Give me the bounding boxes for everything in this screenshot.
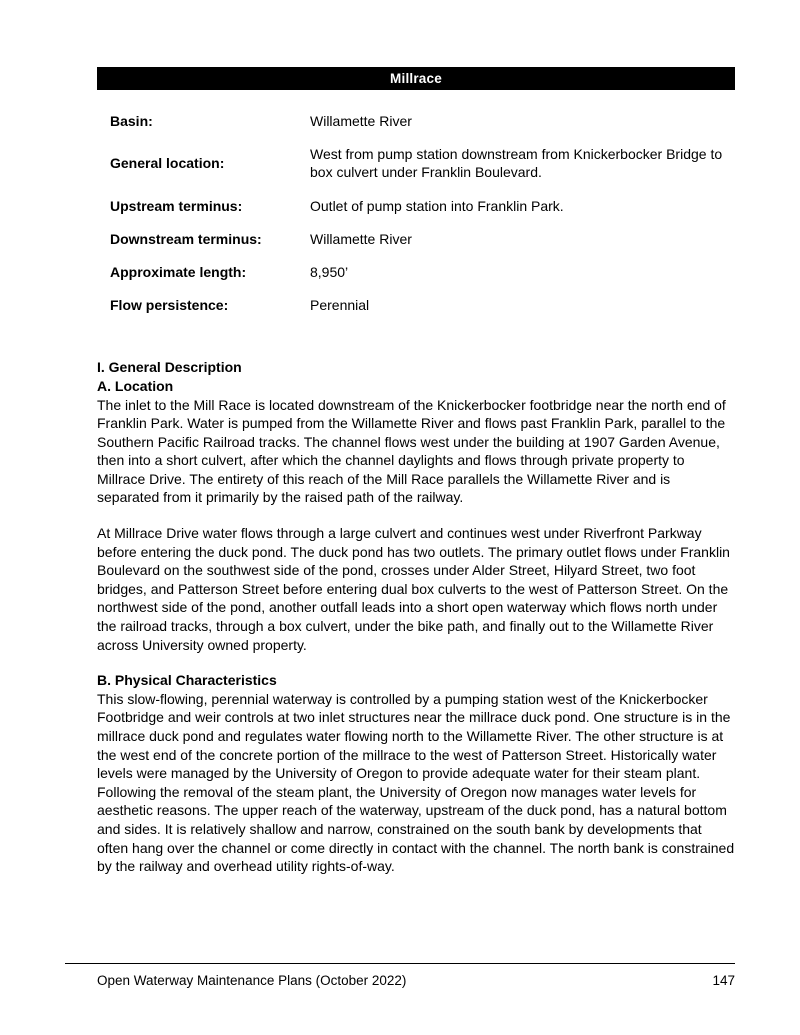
field-value-upstream-terminus: Outlet of pump station into Franklin Park. [310, 197, 564, 214]
field-value-downstream-terminus: Willamette River [310, 230, 412, 247]
field-label-general-location: General location: [110, 155, 225, 172]
field-label-upstream-terminus: Upstream terminus: [110, 197, 243, 214]
heading-general-description: I. General Description [97, 359, 242, 376]
field-label-approximate-length: Approximate length: [110, 263, 247, 280]
page-footer [65, 963, 735, 988]
field-label-basin: Basin: [110, 113, 153, 129]
footer-page-number: 147 [712, 973, 735, 988]
field-label-downstream-terminus: Downstream terminus: [110, 230, 262, 247]
section-title-bar [97, 67, 735, 90]
page-title: Millrace [390, 71, 442, 86]
field-value-basin: Willamette River [310, 113, 412, 129]
field-value-general-location: West from pump station downstream from Knickerbocker Bridge to box culvert under Franklin Boulevard. [310, 146, 723, 181]
footer-document-title: Open Waterway Maintenance Plans (October 2022) [97, 973, 407, 988]
paragraph-location-2: At Millrace Drive water flows through a large culvert and continues west under Riverfront Parkway before entering the duck pond. The duck pond has two outlets. The primary outlet flows under Franklin Boulevard on the southwest side of the pond, crosses under Alder Street, Hilyard Street, two foot bridges, and Patterson Street before entering dual box culverts to the west of Patterson Street. On the northwest side of the pond, another outfall leads into a short open waterway which flows north under the railroad tracks, through a box culvert, under the bike path, and finally out to the Willamette River across University owned property. [97, 525, 730, 653]
body-text [97, 358, 735, 875]
paragraph-physical-characteristics: This slow-flowing, perennial waterway is controlled by a pumping station west of the Knickerbocker Footbridge and weir controls at two inlet structures near the millrace duck pond. One structure is in the millrace duck pond and regulates water flowing north to the Willamette River. The other structure is at the west end of the concrete portion of the millrace to the west of Patterson Street. Historically water levels were managed by the University of Oregon to provide adequate water for their steam plant. Following the removal of the steam plant, the University of Oregon now manages water levels for aesthetic reasons. The upper reach of the waterway, upstream of the duck pond, has a natural bottom and sides. It is relatively shallow and narrow, constrained on the south bank by developments that often hang over the channel or come directly in contact with the channel. The north bank is constrained by the railway and overhead utility rights-of-way. [97, 690, 735, 875]
summary-table [97, 112, 735, 314]
heading-location: A. Location [97, 377, 174, 394]
heading-physical-characteristics: B. Physical Characteristics [97, 672, 277, 689]
field-value-flow-persistence: Perennial [310, 297, 370, 314]
field-value-approximate-length: 8,950’ [310, 263, 349, 280]
page-content [97, 67, 735, 876]
paragraph-location-1: The inlet to the Mill Race is located downstream of the Knickerbocker footbridge near the north end of Franklin Park. Water is pumped from the Willamette River and flows past Franklin Park, parallel to the Southern Pacific Railroad tracks. The channel flows west under the building at 1907 Garden Avenue, then into a short culvert, after which the channel daylights and flows through private property to Millrace Drive. The entirety of this reach of the Mill Race parallels the Willamette River and is separated from it primarily by the raised path of the railway. [97, 396, 726, 506]
field-label-flow-persistence: Flow persistence: [110, 297, 229, 314]
